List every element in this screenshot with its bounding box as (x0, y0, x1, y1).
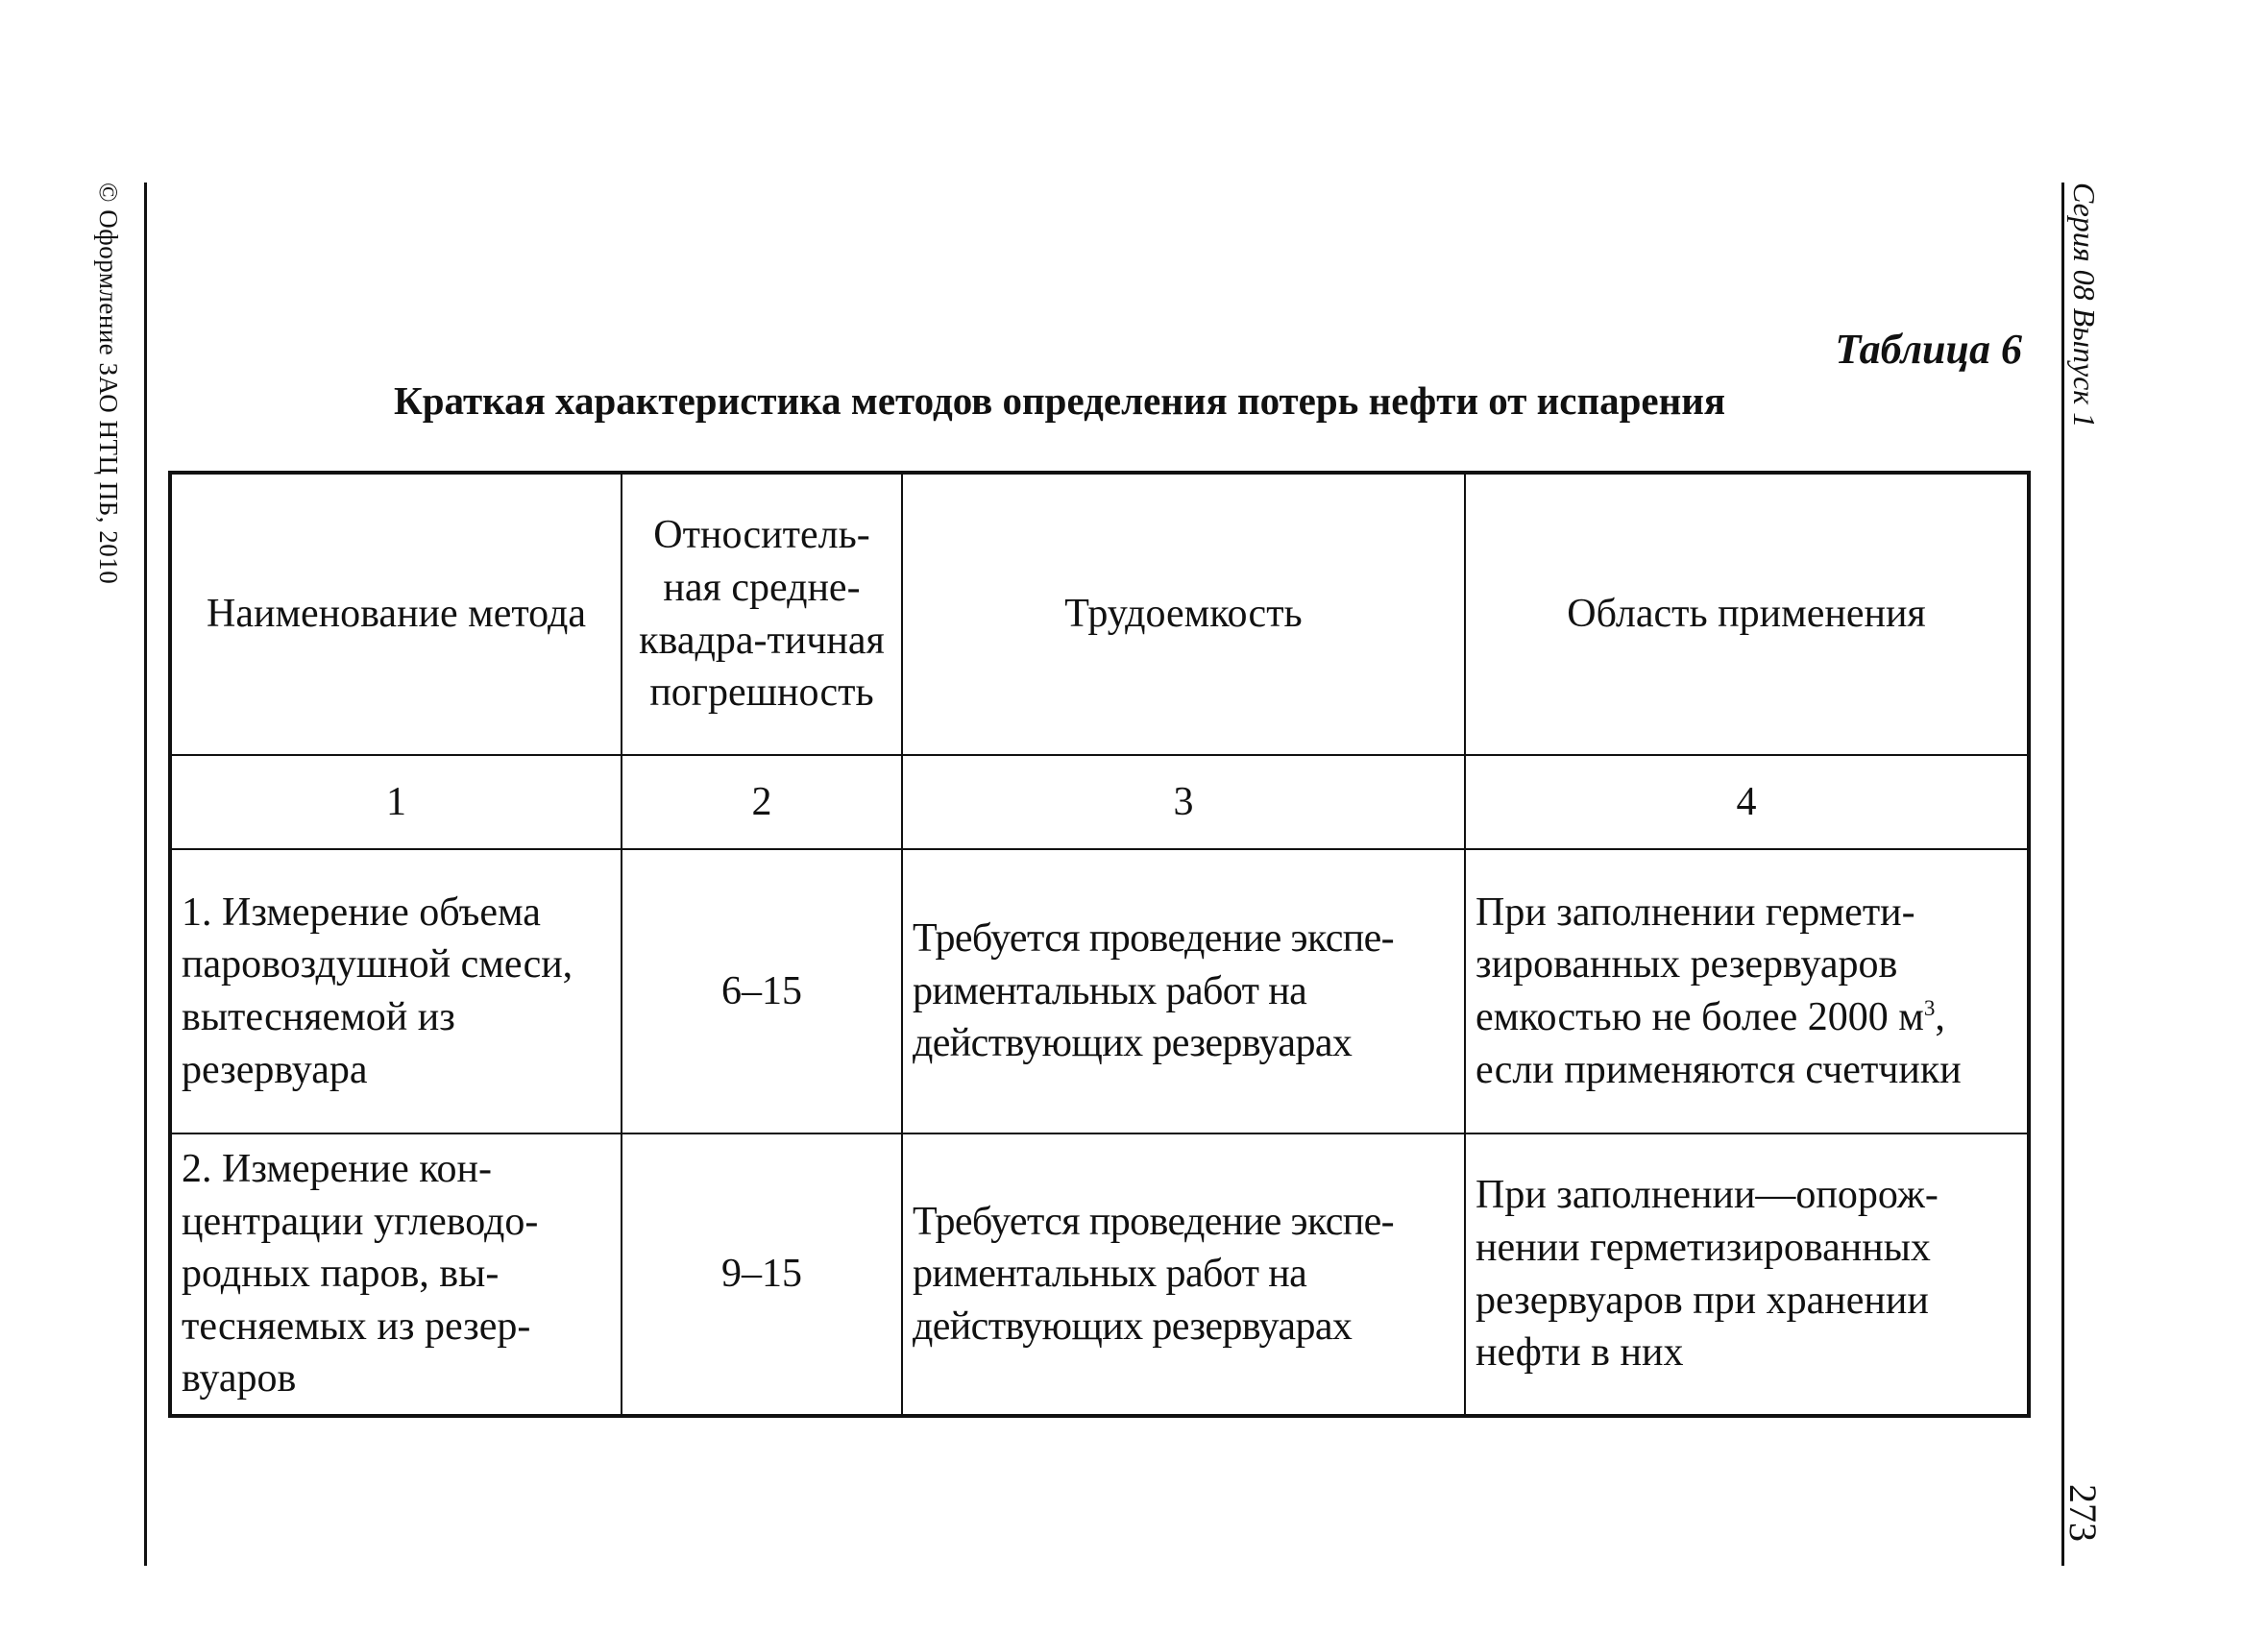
scope-superscript: 3 (1923, 995, 1936, 1020)
header-cell-method: Наименование метода (170, 473, 622, 755)
series-text: Серия 08 Выпуск 1 (2067, 183, 2102, 428)
table-title: Краткая характеристика методов определения потерь нефти от испарения (394, 378, 1726, 423)
scope-text: При заполнении гермети-зированных резервуаров емкостью не более 2000 м (1475, 890, 1924, 1039)
column-number: 1 (170, 755, 622, 849)
table-label: Таблица 6 (1835, 326, 2022, 373)
column-number: 4 (1465, 755, 2029, 849)
labor-cell: Требуется проведение экспе-риментальных работ на действующих резервуарах (902, 849, 1465, 1133)
header-cell-labor: Трудоемкость (902, 473, 1465, 755)
page-number-text: 273 (2061, 1484, 2105, 1542)
table-row (170, 849, 2029, 1133)
left-margin-rule (144, 183, 147, 1566)
header-cell-scope: Область применения (1465, 473, 2029, 755)
scope-cell (1465, 1133, 2029, 1416)
scope-text: При заполнении—опорож-нении герметизированных резервуаров при хранении нефти в них (1475, 1173, 1939, 1376)
right-margin-rule (2061, 183, 2064, 1566)
methods-table (168, 471, 2031, 1418)
table-row (170, 1133, 2029, 1416)
scope-cell (1465, 849, 2029, 1133)
error-cell: 9–15 (622, 1133, 902, 1416)
error-cell: 6–15 (622, 849, 902, 1133)
labor-cell: Требуется проведение экспе-риментальных работ на действующих резервуарах (902, 1133, 1465, 1416)
header-row (170, 473, 2029, 755)
column-number: 2 (622, 755, 902, 849)
method-cell: 2. Измерение кон-центрации углеводо-родных паров, вы-тесняемых из резер-вуаров (170, 1133, 622, 1416)
method-cell: 1. Измерение объема паровоздушной смеси, вытесняемой из резервуара (170, 849, 622, 1133)
column-number-row (170, 755, 2029, 849)
scope-text-tail: , если применяются счетчики (1475, 995, 1962, 1092)
header-cell-error: Относитель-ная средне-квадра-тичная погрешность (622, 473, 902, 755)
column-number: 3 (902, 755, 1465, 849)
copyright-text: © Оформление ЗАО НТЦ ПБ, 2010 (94, 183, 123, 585)
